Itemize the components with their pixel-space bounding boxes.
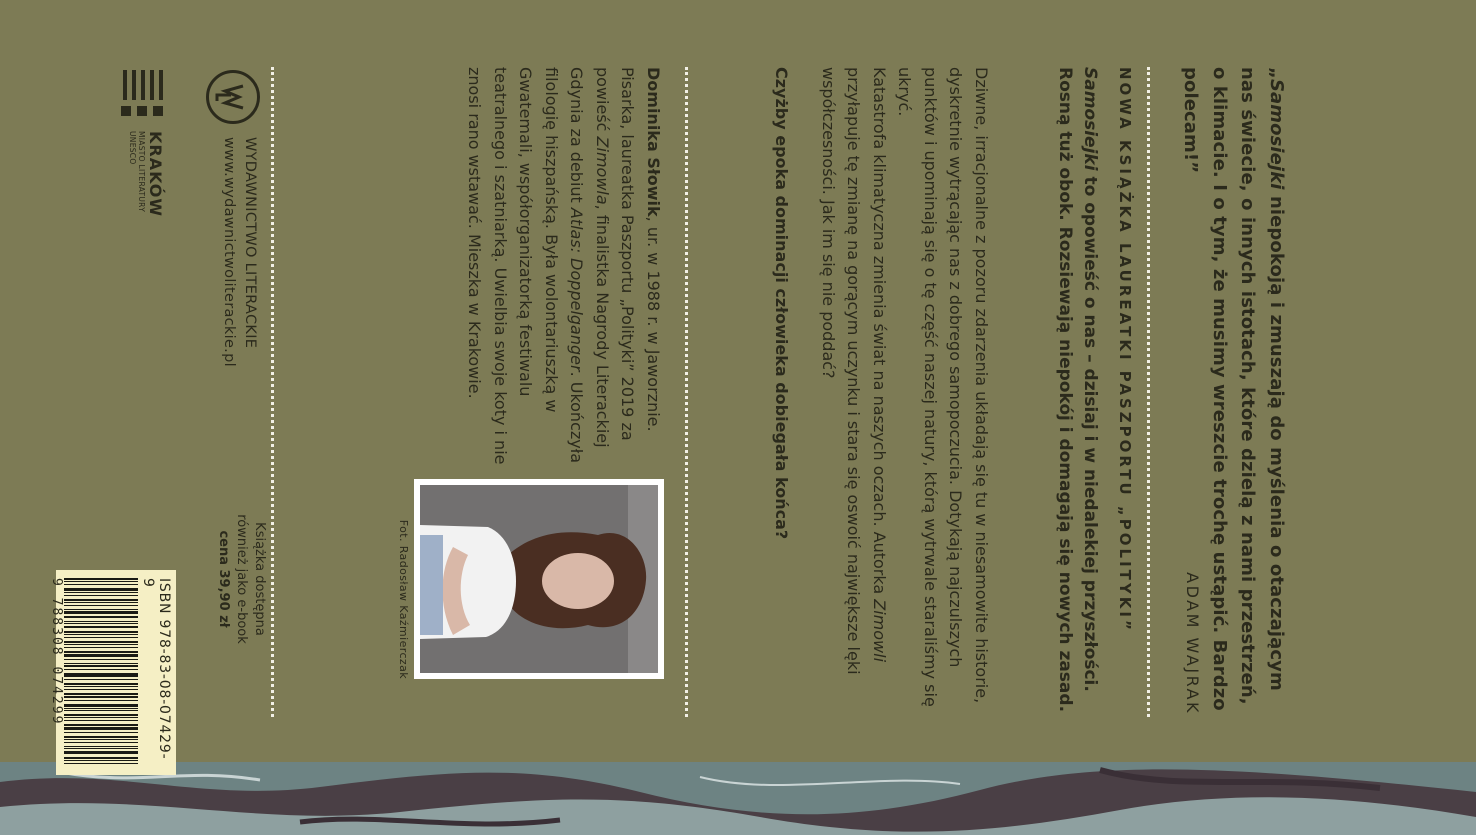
barcode-bar (64, 641, 138, 643)
wl-monogram-icon (209, 73, 257, 121)
barcode-bar (64, 609, 138, 610)
barcode-bar (64, 693, 138, 695)
author-name: Dominika Słowik (644, 67, 663, 217)
photo-caption: Fot. Radosław Kaźmierczak (397, 519, 410, 679)
barcode-bar (64, 581, 138, 582)
marbled-paper-strip (0, 762, 1476, 835)
krakow-name: KRAKÓW (146, 131, 165, 218)
barcode-bar (64, 644, 138, 645)
barcode-bar (64, 611, 138, 614)
barcode-bar (64, 727, 138, 730)
barcode-bar (64, 714, 138, 716)
publisher-name: WYDAWNICTWO LITERACKIE (242, 137, 258, 349)
barcode-bar (64, 584, 138, 585)
quote-text: niepokoją i zmuszają do myślenia o otaczającym nas świecie, o innych istotach, które dzielą z nami przestrzeń, o klimacie. I o tym, że musimy wreszcie trochę ustąpić. Bardzo polecam!” (1180, 67, 1287, 711)
dotted-divider (1147, 67, 1150, 717)
barcode-bar (64, 595, 138, 597)
barcode-bar (64, 739, 138, 740)
ebook-line-2: również jako e-book (234, 514, 249, 644)
publisher-url: www.wydawnictwoliterackie.pl (221, 137, 237, 367)
barcode-bar (64, 760, 138, 761)
barcode-bar (64, 663, 138, 664)
barcode-bar (64, 637, 138, 638)
barcode-bar (64, 623, 138, 624)
ebook-line-1: Książka dostępna (252, 522, 267, 636)
barcode-bar (64, 700, 138, 701)
bio-title-italic: Atlas: Doppelganger (567, 207, 587, 372)
section-heading: NOWA KSIĄŻKA LAUREATKI PASZPORTU „POLITYKI” (1116, 67, 1134, 633)
isbn-barcode (49, 570, 176, 775)
isbn-text: ISBN 978-83-08-07429-9 (140, 578, 172, 760)
closing-question: Czyżby epoka dominacji człowieka dobiegała końca? (772, 67, 791, 540)
barcode-bar (64, 599, 138, 601)
barcode-bar (64, 724, 138, 726)
barcode-bar (64, 665, 138, 667)
barcode-bar (64, 710, 138, 711)
barcode-bar (64, 717, 138, 718)
bio-text: . Ukończyła filologię hiszpańską. Była wolontariuszką w Gwatemali, współorganizatorką festiwalu teatralnego i szatniarką. Uwielbia swoje koty i nie znosi rano wstawać. Mieszka w Krakowie. (465, 67, 587, 465)
barcode-bar (64, 720, 138, 721)
barcode-bar (64, 689, 138, 690)
lead-title-italic: Samosiejki (1080, 67, 1100, 171)
para2-text-before: Katastrofa klimatyczna zmienia świat na naszych oczach. Autorka (870, 67, 889, 600)
lead-text: to opowieść o nas – dzisiaj i w niedalekiej przyszłości. Rosną tuż obok. Rozsiewają niepokój i domagają się nowych zasad. (1055, 67, 1100, 713)
krakow-subtitle: MIASTO LITERATURY (137, 131, 146, 213)
marble-pattern (0, 762, 1476, 835)
krakow-unesco: UNESCO (128, 131, 137, 165)
barcode-bar (64, 647, 138, 648)
quote-title-italic: Samosiejki (1266, 78, 1287, 190)
barcode-bar (64, 588, 138, 591)
barcode-bar (64, 602, 138, 603)
quote-author: ADAM WAJRAK (1183, 572, 1202, 715)
portrait-illustration (420, 485, 658, 673)
barcode-digits: 9 788308 074299 (49, 578, 64, 726)
barcode-bar (64, 704, 138, 707)
dotted-divider (271, 67, 274, 717)
barcode-bar (64, 592, 138, 593)
barcode-bar (64, 696, 138, 698)
publisher-logo-icon (206, 70, 260, 124)
publisher-info (218, 137, 260, 457)
back-cover-text-block (49, 55, 1290, 765)
barcode-bar (64, 708, 138, 709)
barcode-bar (64, 751, 138, 754)
barcode-bar (64, 616, 138, 618)
barcode-bars (64, 578, 138, 767)
barcode-bar (64, 748, 138, 749)
description-paragraph-2 (816, 67, 893, 717)
barcode-bar (64, 732, 138, 733)
dotted-divider (685, 67, 688, 717)
barcode-bar (64, 626, 138, 628)
description-paragraph-1: Dziwne, irracjonalne z pozoru zdarzenia układają się tu w niesamowite historie, dyskretnie wytrącając nas z dobrego samopoczucia. Dotykają najczulszych punktów i upominają się o tę część naszej natury, którą wytrwale staraliśmy się ukryć. (895, 67, 991, 707)
barcode-bar (64, 621, 138, 622)
ebook-info (214, 479, 268, 679)
krakow-logo-icon (111, 70, 165, 120)
bio-text: , ur. w 1988 r. w Jaworznie. Pisarka, laureatka Paszportu „Polityki” 2019 za powieść (593, 67, 663, 441)
barcode-bar (64, 679, 138, 680)
bio-title-italic: Zimowla (593, 136, 612, 205)
barcode-bar (64, 757, 138, 759)
lead-paragraph (1052, 67, 1102, 717)
author-photo (414, 479, 664, 679)
barcode-bar (64, 634, 138, 635)
price: cena 39,90 zł (216, 530, 231, 628)
para2-title-italic: Zimowli (870, 599, 889, 663)
para2-text-after: przyłapuje tę zmianę na gorącym uczynku i stara się oswoić największe lęki współczesności. Jak im się nie poddać? (819, 67, 864, 675)
barcode-bar (64, 683, 138, 685)
barcode-bar (64, 659, 138, 660)
krakow-grid-icon (115, 70, 165, 120)
quote-open-mark: „ (1266, 67, 1287, 79)
barcode-bar (64, 651, 138, 653)
barcode-bar (64, 686, 138, 687)
barcode-bar (64, 654, 138, 657)
barcode-bar (64, 605, 138, 606)
barcode-bar (64, 736, 138, 738)
barcode-bar (64, 631, 138, 634)
barcode-bar (64, 746, 138, 748)
author-photo-image (420, 485, 658, 673)
barcode-bar (64, 763, 138, 764)
barcode-bar (64, 674, 138, 677)
barcode-bar (64, 742, 138, 743)
barcode-bar (64, 673, 138, 674)
author-bio (462, 67, 666, 467)
krakow-unesco-label (128, 131, 165, 331)
bio-text: , finalistka Nagrody Literackiej Gdynia za debiut (567, 67, 612, 448)
barcode-bar (64, 578, 138, 580)
barcode-bar (64, 669, 138, 670)
